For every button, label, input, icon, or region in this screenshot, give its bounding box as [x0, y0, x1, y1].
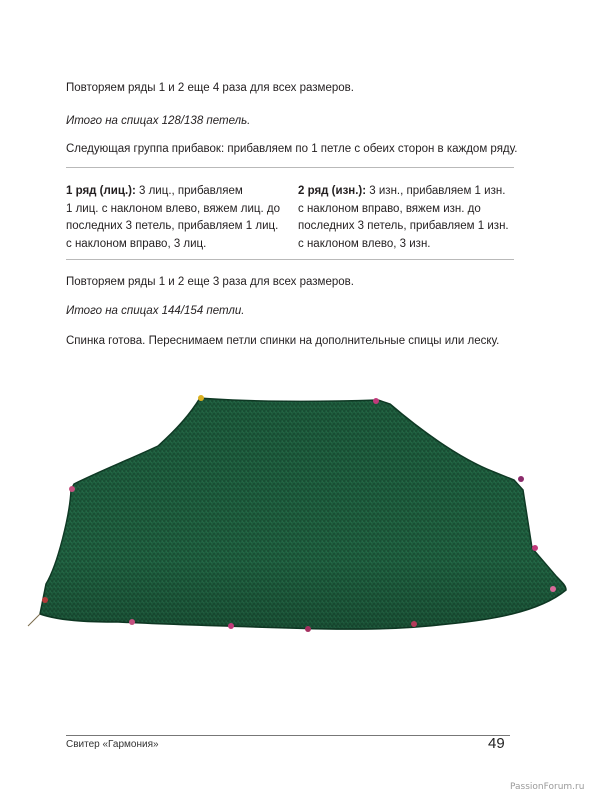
footer-title: Свитер «Гармония» — [66, 739, 159, 750]
stitch-marker — [411, 621, 417, 627]
row-2-line-3: последних 3 петель, прибавляем 1 изн. — [298, 220, 509, 232]
stitch-marker — [228, 623, 234, 629]
knitted-back-photo — [18, 388, 573, 646]
stitch-marker — [69, 486, 75, 492]
row-1-line-3: последних 3 петель, прибавляем 1 лиц. — [66, 220, 279, 232]
footer-divider — [66, 735, 510, 736]
stitch-marker — [129, 619, 135, 625]
paragraph-repeat-rows-4: Повторяем ряды 1 и 2 еще 4 раза для всех размеров. — [66, 82, 354, 94]
row-2-line-1: 3 изн., прибавляем 1 изн. — [366, 185, 506, 197]
stitch-marker — [550, 586, 556, 592]
stitch-marker — [198, 395, 204, 401]
stitch-marker — [42, 597, 48, 603]
row-2-line-4: с наклоном влево, 3 изн. — [298, 237, 431, 250]
row-1-line-1: 3 лиц., прибавляем — [135, 185, 243, 197]
divider-bottom — [66, 259, 514, 260]
row-1-line-2: 1 лиц. с наклоном влево, вяжем лиц. до — [66, 202, 280, 215]
row-2-label: 2 ряд (изн.): — [298, 185, 367, 197]
row-2-line-2: с наклоном вправо, вяжем изн. до — [298, 202, 481, 215]
stitch-marker — [518, 476, 524, 482]
stitch-marker — [373, 398, 379, 404]
watermark: PassionForum.ru — [510, 782, 585, 792]
row-1-instruction — [66, 183, 281, 253]
paragraph-total-144-154: Итого на спицах 144/154 петли. — [66, 305, 245, 317]
paragraph-repeat-rows-3: Повторяем ряды 1 и 2 еще 3 раза для всех размеров. — [66, 276, 354, 288]
stitch-marker — [532, 545, 538, 551]
row-2-instruction — [298, 183, 513, 253]
paragraph-total-128-138: Итого на спицах 128/138 петель. — [66, 115, 251, 127]
row-1-label: 1 ряд (лиц.): — [66, 185, 136, 197]
stitch-marker — [305, 626, 311, 632]
paragraph-increase-group: Следующая группа прибавок: прибавляем по 1 петле с обеих сторон в каждом ряду. — [66, 143, 518, 155]
page-number: 49 — [488, 735, 505, 752]
row-1-line-4: с наклоном вправо, 3 лиц. — [66, 237, 207, 250]
divider-top — [66, 167, 514, 168]
paragraph-back-ready: Спинка готова. Переснимаем петли спинки на дополнительные спицы или леску. — [66, 335, 500, 347]
